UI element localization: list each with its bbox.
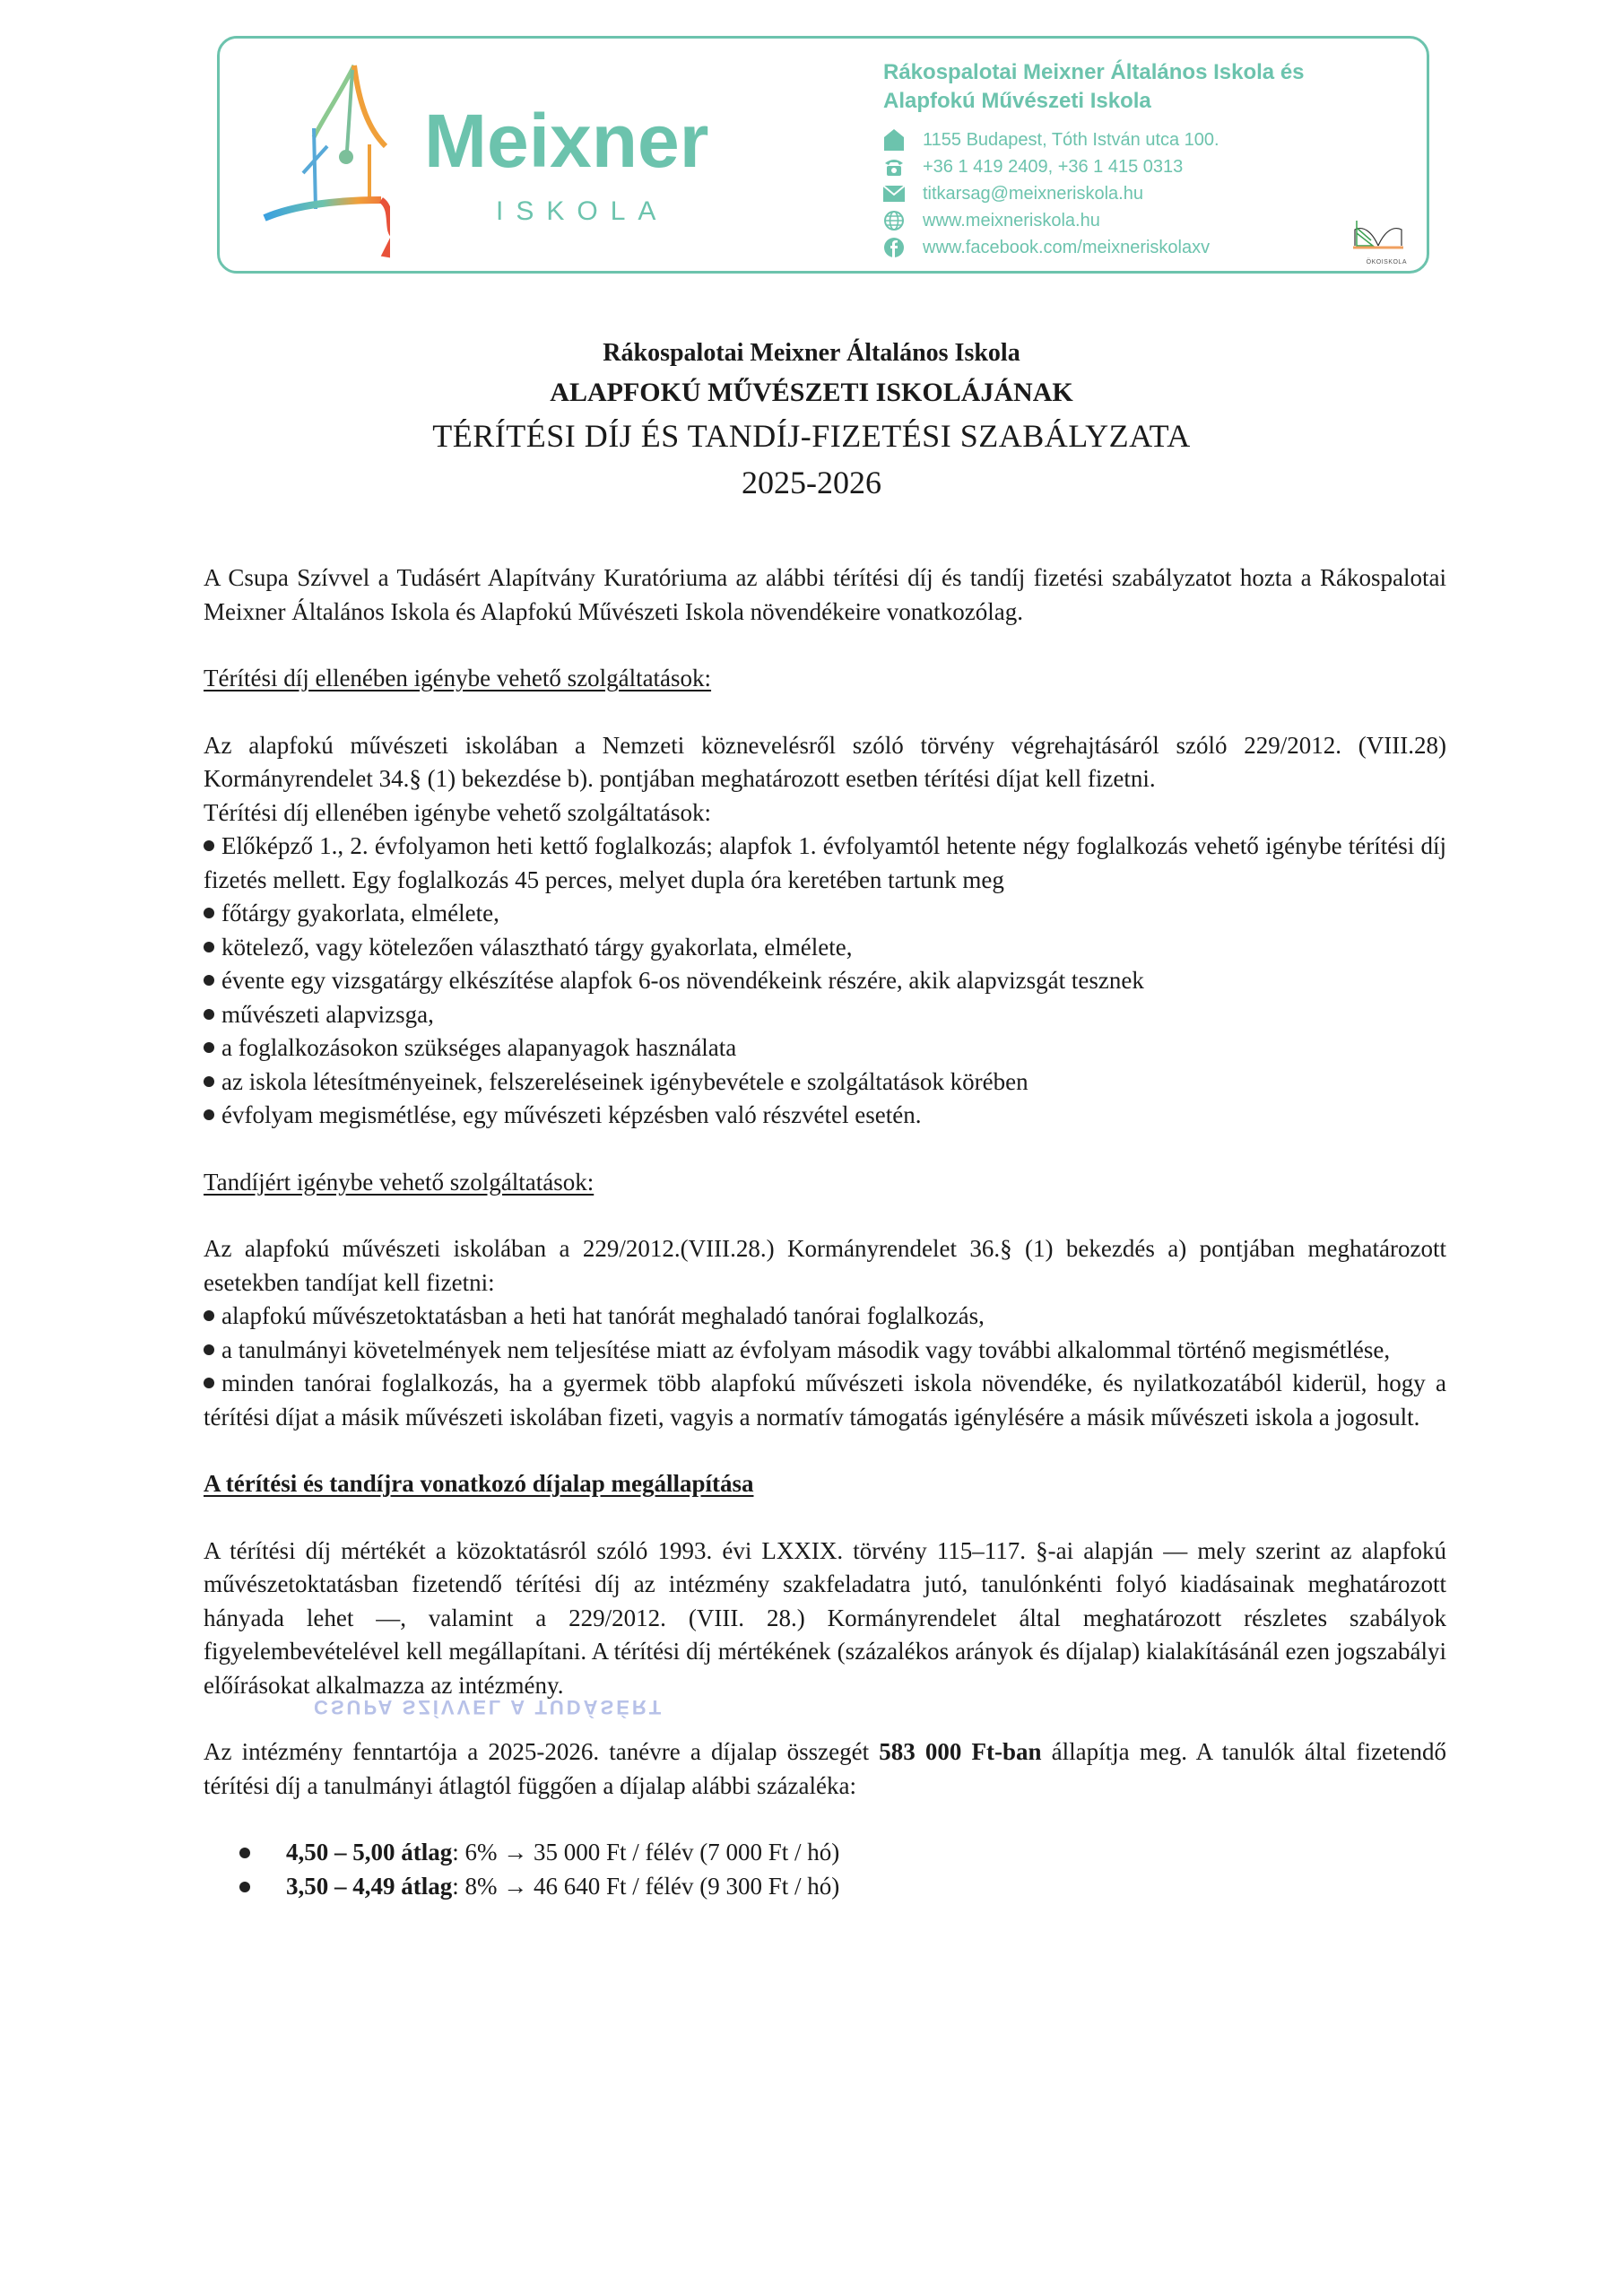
bullet-icon xyxy=(239,1848,250,1858)
list-item xyxy=(204,1300,1446,1334)
facebook-icon xyxy=(883,237,905,258)
letterhead xyxy=(217,36,1429,274)
phone-icon xyxy=(883,156,905,178)
globe-icon xyxy=(883,210,905,231)
bullet-icon xyxy=(204,908,214,918)
bullet-icon xyxy=(204,1042,214,1053)
school-house-logo-icon xyxy=(260,57,390,258)
bullet-icon xyxy=(204,1378,214,1388)
list-item xyxy=(204,1099,1446,1133)
list-item xyxy=(204,964,1446,998)
document-title-block xyxy=(0,334,1623,506)
home-icon xyxy=(883,129,905,151)
section1-subheading: Térítési díj ellenében igénybe vehető szolgáltatások: xyxy=(204,798,712,826)
list-item xyxy=(204,1065,1446,1100)
contact-facebook[interactable] xyxy=(883,234,1219,261)
fee-tier-range: 3,50 – 4,49 átlag xyxy=(286,1872,453,1900)
list-item xyxy=(204,1031,1446,1065)
school-name-line1: Rákospalotai Meixner Általános Iskola és xyxy=(883,60,1305,84)
list-item xyxy=(204,931,1446,965)
list-item-text: alapfokú művészetoktatásban a heti hat tanórát meghaladó tanórai foglalkozás, xyxy=(221,1302,985,1329)
list-item-text: művészeti alapvizsga, xyxy=(221,1000,434,1028)
list-item-text: évente egy vizsgatárgy elkészítése alapfok 6-os növendékeink részére, akik alapvizsgát tesznek xyxy=(221,967,1144,994)
list-item-text: a tanulmányi követelmények nem teljesítése miatt az évfolyam második vagy további alkalommal történő megismétlése, xyxy=(221,1335,1391,1363)
list-item-text: főtárgy gyakorlata, elmélete, xyxy=(221,900,499,926)
stamp-text: CSUPA SZÍVVEL A TUDÁSÉRT xyxy=(314,1696,664,1718)
contact-list xyxy=(883,126,1219,261)
list-item-text: az iskola létesítményeinek, felszereléseinek igénybevétele e szolgáltatások körében xyxy=(221,1067,1028,1095)
fee-tier xyxy=(239,1836,1446,1870)
bullet-icon xyxy=(239,1882,250,1892)
school-name-line2: Alapfokú Művészeti Iskola xyxy=(883,89,1151,113)
list-item-text: Előképző 1., 2. évfolyamon heti kettő foglalkozás; alapfok 1. évfolyamtól hetente négy foglalkozás vehető igénybe térítési díj fizetés mellett. Egy foglalkozás 45 perces, melyet dupla óra keretében tartunk meg xyxy=(204,832,1446,893)
contact-address-text: 1155 Budapest, Tóth István utca 100. xyxy=(923,130,1219,150)
bullet-icon xyxy=(204,1109,214,1120)
fee-base-text-post: állapítja meg. A tanulók által fizetendő térítési díj a tanulmányi átlagtól függően a díjalap alábbi százaléka: xyxy=(204,1738,1446,1799)
contact-address xyxy=(883,126,1219,153)
contact-email-link[interactable]: titkarsag@meixneriskola.hu xyxy=(923,184,1143,204)
section2-heading: Tandíjért igénybe vehető szolgáltatások: xyxy=(204,1168,595,1196)
title-art-school: ALAPFOKÚ MŰVÉSZETI ISKOLÁJÁNAK xyxy=(550,378,1073,407)
bullet-icon xyxy=(204,975,214,986)
section2-paragraph: Az alapfokú művészeti iskolában a 229/2012.(VIII.28.) Kormányrendelet 36.§ (1) bekezdés a) pontjában meghatározott esetekben tandíjat kell fizetni: xyxy=(204,1235,1446,1296)
bullet-icon xyxy=(204,1310,214,1321)
bullet-icon xyxy=(204,840,214,851)
fee-tier-list xyxy=(204,1836,1446,1903)
brand-subtitle: ISKOLA xyxy=(496,196,669,226)
section1-paragraph: Az alapfokú művészeti iskolában a Nemzeti köznevelésről szóló törvény végrehajtásáról szóló 229/2012. (VIII.28) Kormányrendelet 34.§ (1) bekezdése b). pontjában meghatározott esetben térítési díjat kell fizetni. xyxy=(204,731,1446,792)
contact-email[interactable] xyxy=(883,180,1219,207)
section3-paragraph1: A térítési díj mértékét a közoktatásról szóló 1993. évi LXXIX. törvény 115–117. §-ai alapján — mely szerint az alapfokú művészetoktatásban fizetendő térítési díj az intézmény szakfeladatra jutó, tanulónkénti folyó kiadásainak meghatározott hányada lehet —, valamint a 229/2012. (VIII. 28.) Kormányrendelet által meghatározott részletes szabályok figyelembevételével kell megállapítani. A térítési díj mértékének (százalékos arányok és díjalap) kialakításánál ezen jogszabályi előírásokat alkalmazza az intézmény. xyxy=(204,1536,1446,1699)
fee-tier-detail: : 8% → 46 640 Ft / félév (9 300 Ft / hó) xyxy=(452,1872,840,1900)
document-body xyxy=(204,561,1446,1903)
school-name xyxy=(883,58,1385,116)
brand-name: Meixner xyxy=(424,99,709,183)
section2-list xyxy=(204,1300,1446,1434)
list-item xyxy=(204,1367,1446,1434)
list-item xyxy=(204,830,1446,897)
fee-base-text-pre: Az intézmény fenntartója a 2025-2026. tanévre a díjalap összegét xyxy=(204,1738,880,1765)
fee-tier-range: 4,50 – 5,00 átlag xyxy=(286,1839,453,1866)
eco-school-label: ÖKOISKOLA xyxy=(1366,259,1407,265)
list-item-text: évfolyam megismétlése, egy művészeti képzésben való részvétel esetén. xyxy=(221,1101,922,1128)
section1-list xyxy=(204,830,1446,1133)
mail-icon xyxy=(883,183,905,204)
list-item-text: a foglalkozásokon szükséges alapanyagok használata xyxy=(221,1034,737,1061)
intro-paragraph: A Csupa Szívvel a Tudásért Alapítvány Kuratóriuma az alábbi térítési díj és tandíj fizetési szabályzatot hozta a Rákospalotai Meixner Általános Iskola és Alapfokú Művészeti Iskola növendékeire vonatkozólag. xyxy=(204,564,1446,625)
list-item-text: minden tanórai foglalkozás, ha a gyermek több alapfokú művészeti iskola növendéke, és nyilatkozatából kiderül, hogy a térítési díjat a másik művészeti iskolában fizeti, vagyis a normatív támogatás igénylésére a másik művészeti iskola a jogosult. xyxy=(204,1370,1446,1431)
contact-phone-text: +36 1 419 2409, +36 1 415 0313 xyxy=(923,157,1184,177)
fee-tier-detail: : 6% → 35 000 Ft / félév (7 000 Ft / hó) xyxy=(452,1839,840,1866)
section1-heading: Térítési díj ellenében igénybe vehető szolgáltatások: xyxy=(204,665,712,691)
fee-base-amount: 583 000 Ft-ban xyxy=(879,1738,1042,1765)
list-item-text: kötelező, vagy kötelezően választható tárgy gyakorlata, elmélete, xyxy=(221,933,853,961)
eco-school-book-icon xyxy=(1351,210,1405,255)
list-item xyxy=(204,897,1446,931)
title-regulation: TÉRÍTÉSI DÍJ ÉS TANDÍJ-FIZETÉSI SZABÁLYZATA xyxy=(432,418,1191,454)
list-item xyxy=(204,1334,1446,1368)
bullet-icon xyxy=(204,1076,214,1087)
section3-heading: A térítési és tandíjra vonatkozó díjalap megállapítása xyxy=(204,1470,754,1497)
title-year: 2025-2026 xyxy=(742,465,881,500)
contact-website-link[interactable]: www.meixneriskola.hu xyxy=(923,211,1100,230)
contact-phone xyxy=(883,153,1219,180)
bullet-icon xyxy=(204,1009,214,1020)
section3-paragraph2 xyxy=(204,1735,1446,1803)
contact-facebook-link[interactable]: www.facebook.com/meixneriskolaxv xyxy=(923,238,1211,257)
title-school: Rákospalotai Meixner Általános Iskola xyxy=(603,339,1020,367)
fee-tier xyxy=(239,1870,1446,1904)
bullet-icon xyxy=(204,942,214,952)
contact-website[interactable] xyxy=(883,207,1219,234)
bullet-icon xyxy=(204,1344,214,1355)
list-item xyxy=(204,998,1446,1032)
